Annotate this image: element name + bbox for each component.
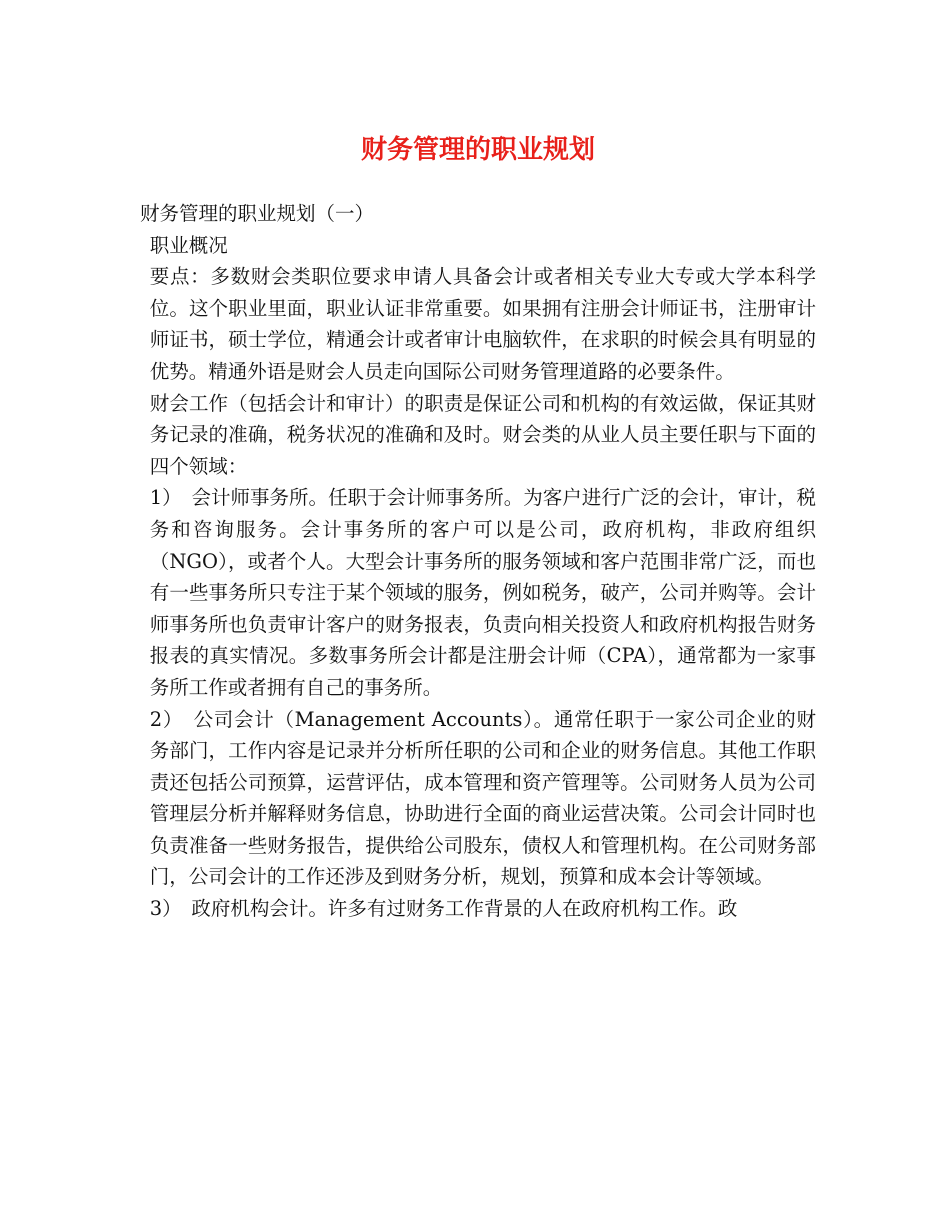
section-heading: 财务管理的职业规划（一） [140,202,375,225]
paragraph: 财会工作（包括会计和审计）的职责是保证公司和机构的有效运做，保证其财务记录的准确，税务状况的准确和及时。财会类的从业人员主要任职与下面的四个领域： [149,391,816,478]
sub-heading: 职业概况 [149,233,228,257]
list-item: 3） 政府机构会计。许多有过财务工作背景的人在政府机构工作。政 [149,897,738,921]
list-item: 2） 公司会计（Management Accounts）。通常任职于一家公司企业的财务部门，工作内容是记录并分析所任职的公司和企业的财务信息。其他工作职责还包括公司预算，运营评估，成本管理和资产管理等。公司财务人员为公司管理层分析并解释财务信息，协助进行全面的商业运营决策。公司会计同时也负责准备一些财务报告，提供给公司股东，债权人和管理机构。在公司财务部门，公司会计的工作还涉及到财务分析，规划，预算和成本会计等领域。 [149,707,816,889]
document-body [140,198,816,925]
paragraph: 要点：多数财会类职位要求申请人具备会计或者相关专业大专或大学本科学位。这个职业里面，职业认证非常重要。如果拥有注册会计师证书，注册审计师证书，硕士学位，精通会计或者审计电脑软件，在求职的时候会具有明显的优势。精通外语是财会人员走向国际公司财务管理道路的必要条件。 [149,265,816,383]
list-item: 1） 会计师事务所。任职于会计师事务所。为客户进行广泛的会计，审计，税务和咨询服务。会计事务所的客户可以是公司，政府机构，非政府组织（NGO），或者个人。大型会计事务所的服务领域和客户范围非常广泛，而也有一些事务所只专注于某个领域的服务，例如税务，破产，公司并购等。会计师事务所也负责审计客户的财务报表，负责向相关投资人和政府机构报告财务报表的真实情况。多数事务所会计都是注册会计师（CPA），通常都为一家事务所工作或者拥有自己的事务所。 [149,486,816,699]
document-title: 财务管理的职业规划 [360,135,595,165]
